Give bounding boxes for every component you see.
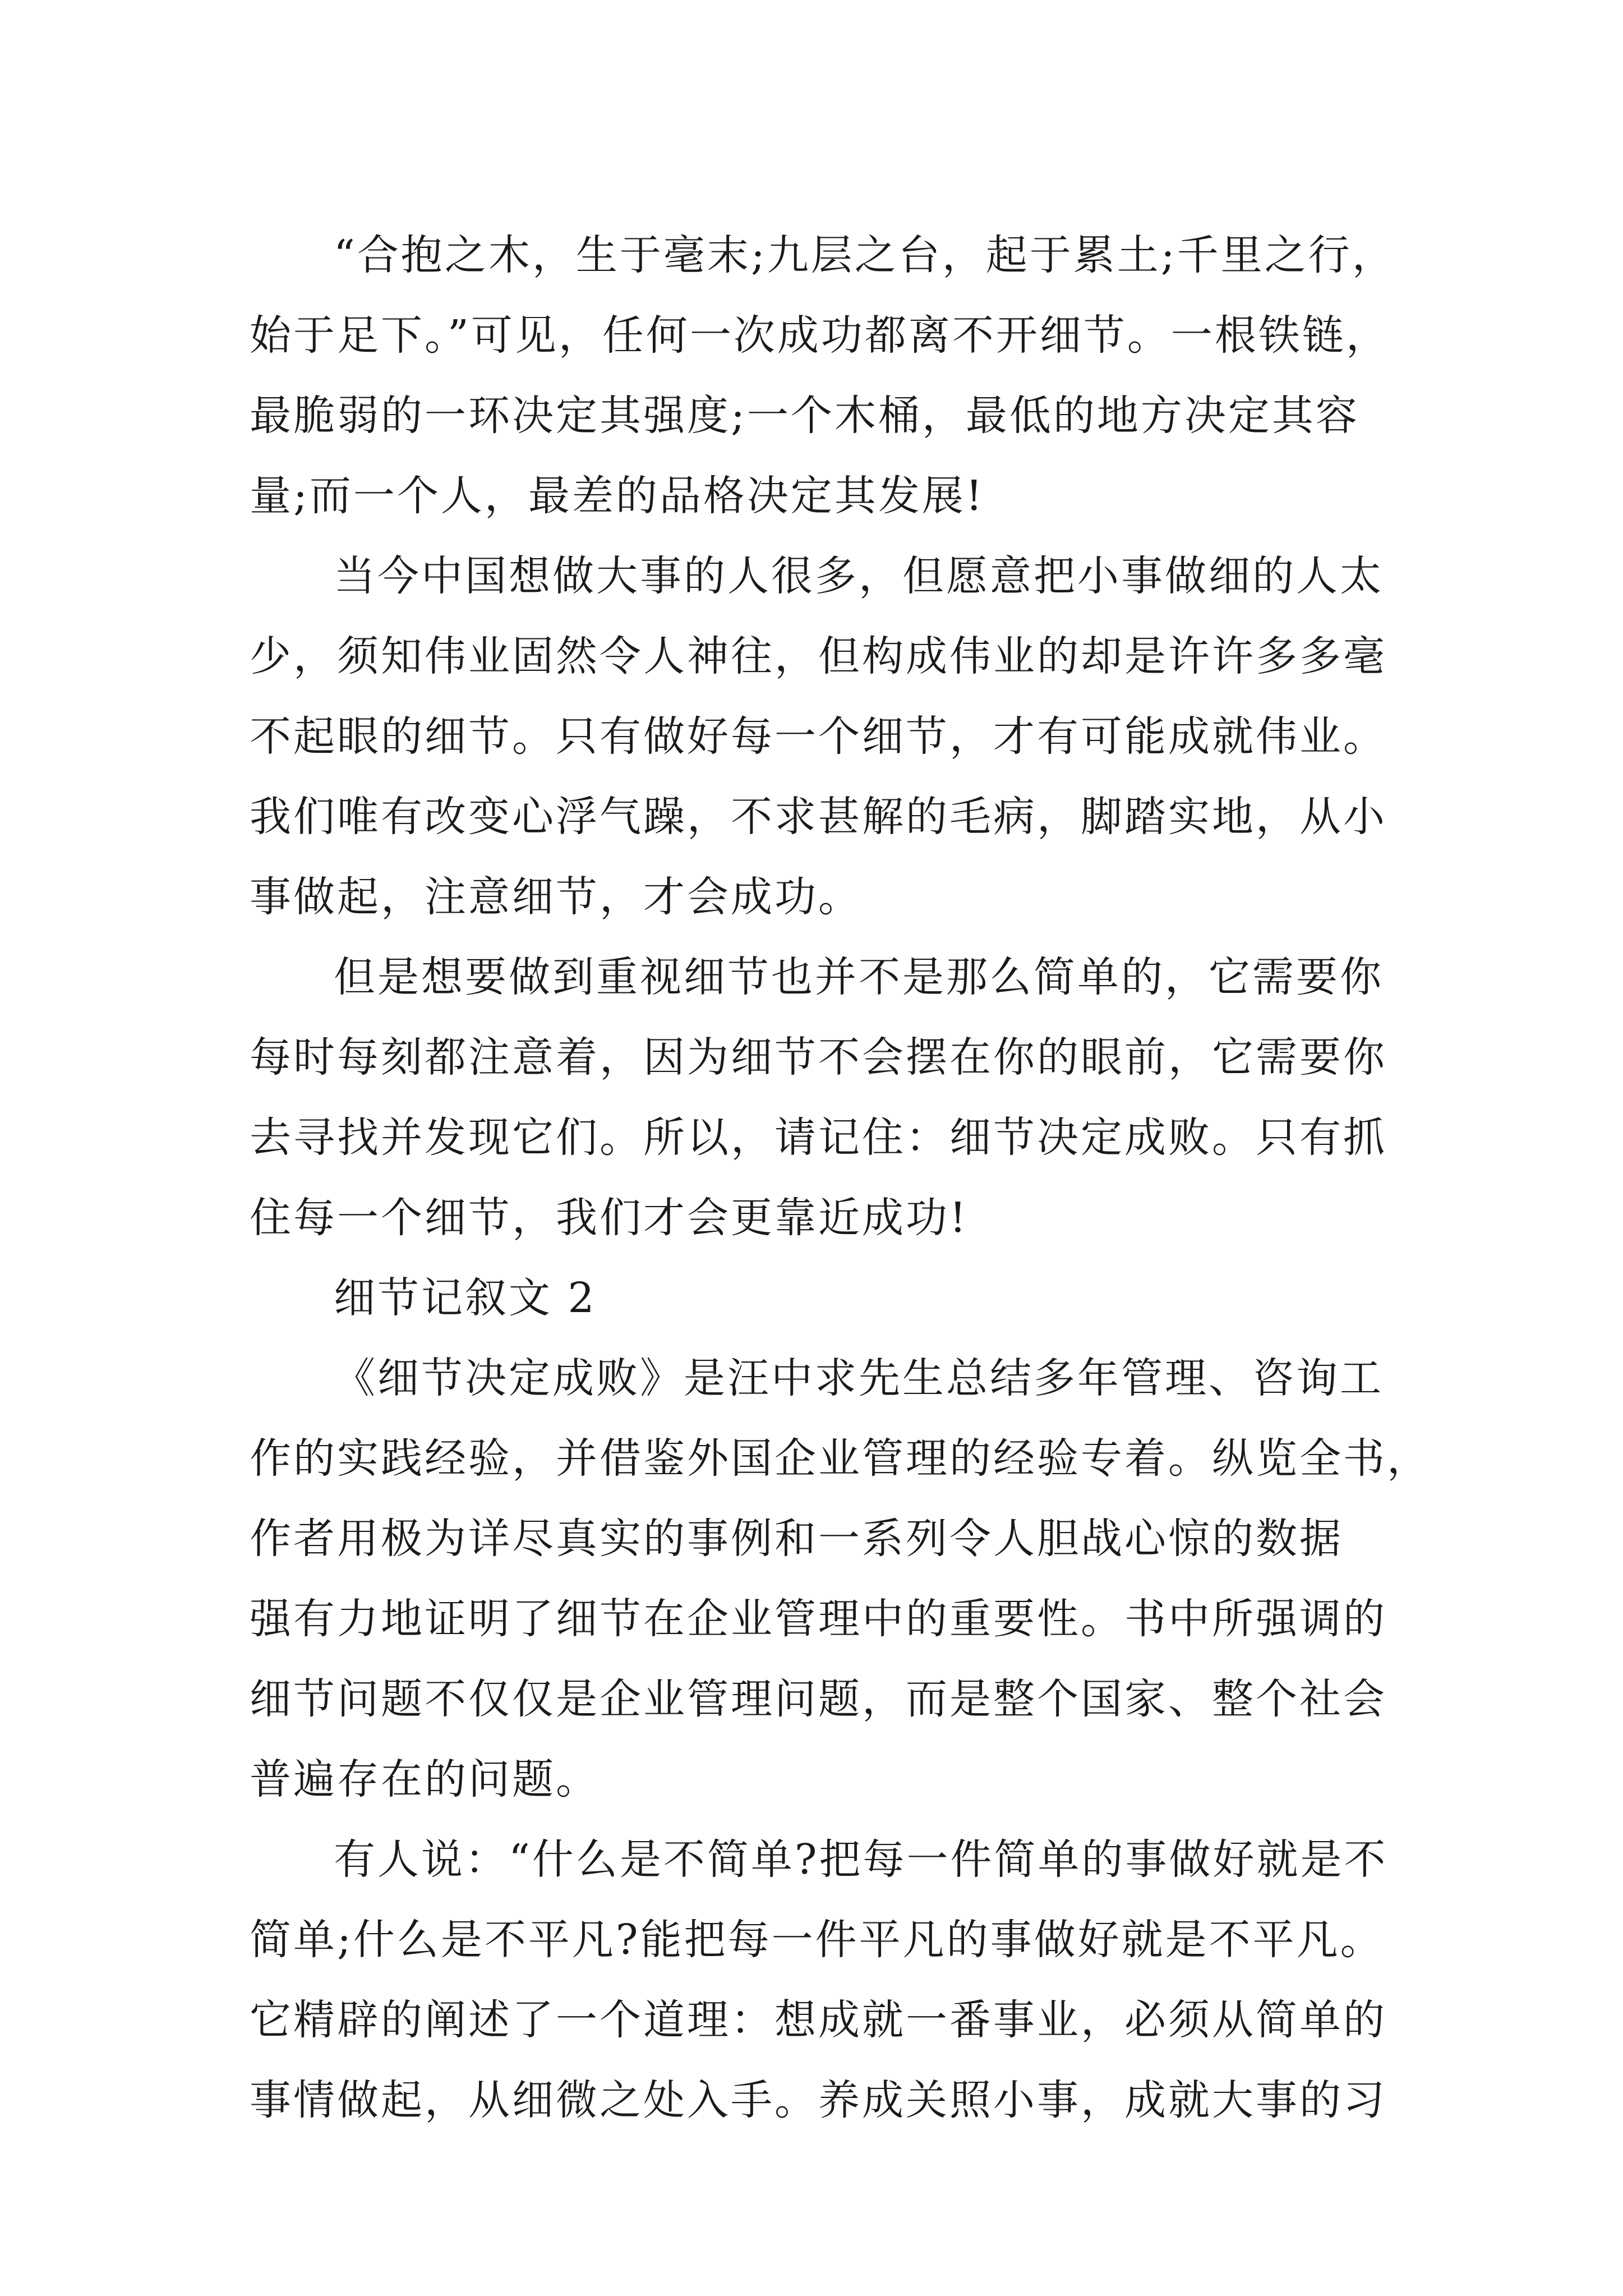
text-line: 作的实践经验，并借鉴外国企业管理的经验专着。纵览全书， xyxy=(250,1434,1431,1483)
text-line: 普遍存在的问题。 xyxy=(250,1755,600,1803)
text-line: 当今中国想做大事的人很多，但愿意把小事做细的人太 xyxy=(334,552,1384,600)
text-line: 但是想要做到重视细节也并不是那么简单的，它需要你 xyxy=(334,953,1384,1001)
text-line: 《细节决定成败》是汪中求先生总结多年管理、咨询工 xyxy=(334,1354,1384,1402)
text-line: 不起眼的细节。只有做好每一个细节，才有可能成就伟业。 xyxy=(250,712,1387,761)
text-line: 事情做起，从细微之处入手。养成关照小事，成就大事的习 xyxy=(250,2076,1387,2124)
text-line: 始于足下。”可见，任何一次成功都离不开细节。一根铁链， xyxy=(250,311,1390,360)
text-line: 我们唯有改变心浮气躁，不求甚解的毛病，脚踏实地，从小 xyxy=(250,793,1387,841)
text-line: 住每一个细节，我们才会更靠近成功! xyxy=(250,1194,969,1242)
text-line: 最脆弱的一环决定其强度;一个木桶，最低的地方决定其容 xyxy=(250,392,1359,440)
section-heading: 细节记叙文 2 xyxy=(334,1274,597,1322)
document-body xyxy=(250,215,1431,2141)
text-line: 有人说：“什么是不简单?把每一件简单的事做好就是不 xyxy=(334,1835,1388,1884)
text-line: 简单;什么是不平凡?能把每一件平凡的事做好就是不平凡。 xyxy=(250,1916,1384,1964)
text-line: “合抱之木，生于毫末;九层之台，起于累土;千里之行， xyxy=(334,231,1396,279)
text-line: 作者用极为详尽真实的事例和一系列令人胆战心惊的数据 xyxy=(250,1515,1343,1563)
text-line: 量;而一个人，最差的品格决定其发展! xyxy=(250,472,985,520)
text-line: 事做起，注意细节，才会成功。 xyxy=(250,873,862,921)
text-line: 每时每刻都注意着，因为细节不会摆在你的眼前，它需要你 xyxy=(250,1033,1387,1082)
text-line: 少，须知伟业固然令人神往，但构成伟业的却是许许多多毫 xyxy=(250,632,1387,680)
text-line: 细节问题不仅仅是企业管理问题，而是整个国家、整个社会 xyxy=(250,1675,1387,1723)
text-line: 强有力地证明了细节在企业管理中的重要性。书中所强调的 xyxy=(250,1595,1387,1643)
text-line: 它精辟的阐述了一个道理：想成就一番事业，必须从简单的 xyxy=(250,1996,1387,2044)
text-line: 去寻找并发现它们。所以，请记住：细节决定成败。只有抓 xyxy=(250,1114,1387,1162)
